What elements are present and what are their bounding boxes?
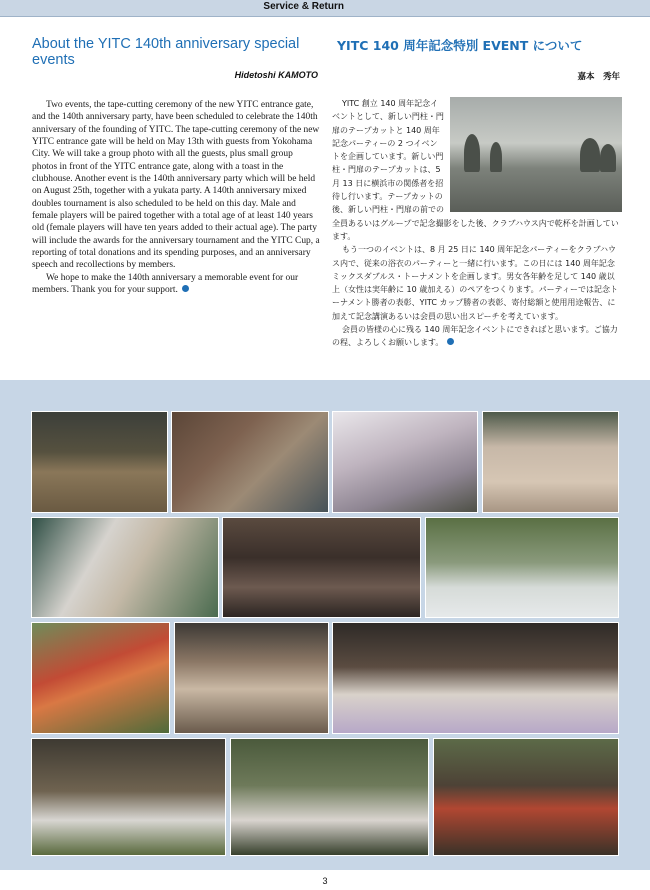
japanese-article-heading: YITC 140 周年記念特別 EVENT について [337, 38, 583, 53]
end-mark-icon [182, 285, 189, 292]
clay-court-play-photo [482, 411, 619, 513]
court-maintenance-photo [31, 411, 168, 513]
english-article-heading: About the YITC 140th anniversary special events [32, 36, 300, 68]
english-author-byline: Hidetoshi KAMOTO [234, 70, 318, 80]
yukata-party-photo [433, 738, 619, 856]
japanese-article-body [332, 97, 622, 350]
japanese-author-byline: 嘉本 秀年 [577, 72, 620, 82]
japanese-paragraph: YITC 創立 140 周年記念イベントとして、新しい門柱・門扉のテープカットと 140 周年記念パーティーの 2 つイベントを企画しています。新しい門柱・門扉のテープカットは、5 月 13 日に横浜市の関係者を招待し行います。テープカットの後、新しい門柱・門扉の前での全員あるいはグループで記念撮影をした後、クラブハウス内で乾杯を計画しています。 [332, 99, 619, 241]
junior-players-photo [31, 738, 226, 856]
end-mark-icon [447, 338, 454, 345]
anniversary-speech-photo [222, 517, 421, 618]
section-title: Service & Return [263, 1, 344, 12]
historic-tennis-court-photo [450, 97, 622, 212]
english-paragraph: Two events, the tape-cutting ceremony of the new YITC entrance gate, and the 140th anniversary party, have been scheduled to celebrate the 140th anniversary of the founding of YITC. The tape-cutting ceremony of the new YITC entrance gate will be held on May 13th with guests from Yokohama City. We will take a group photo with all the guests, plus small group photos in front of the YITC entrance gate, along with a toast in the clubhouse. Another event is the 140th anniversary party which will be held on August 25th, together with a yukata party. A 140th anniversary mixed doubles tournament is also scheduled to be held on this day. Male and female players will be paired together with a total age of at least 140 years old (female players will have ten years added to their actual age). The party will include the awards for the anniversary tournament and the YITC Cup, a reporting of total donations and its spending purposes, and an anniversary speech and recollections by members. [32, 100, 320, 271]
cherry-blossom-photo [332, 411, 478, 513]
snowy-clubhouse-photo [425, 517, 619, 618]
japanese-paragraph: もう一つのイベントは、8 月 25 日に 140 周年記念パーティーをクラブハウス内で、従来の浴衣のパーティーと一緒に行います。この日には 140 周年記念ミックスダブルス・トーナメントを企画します。男女各年齢を足して 140 歳以上（女性は実年齢に 10 歳加える）のペアをつくります。パーティーでは記念トーナメント勝者の表彰、YITC カップ勝者の表彰、寄付総額と使用用途報告、に加えて記念講演あるいは会員の思い出スピーチを考えています。 [332, 245, 618, 321]
outdoor-gathering-photo [230, 738, 429, 856]
photo-gallery [0, 380, 650, 870]
japanese-paragraph-text: 会員の皆様の心に残る 140 周年記念イベントにできればと思います。ご協力の程、よろしくお願いします。 [332, 325, 618, 348]
japanese-paragraph [332, 323, 622, 350]
garden-azalea-photo [31, 622, 170, 734]
section-header-bar [0, 0, 650, 17]
members-group-photo [332, 622, 619, 734]
page-number: 3 [322, 876, 328, 886]
english-article-body [32, 99, 320, 297]
flower-bouquet-photo [31, 517, 219, 618]
antique-rackets-photo [174, 622, 329, 734]
english-paragraph-text: We hope to make the 140th anniversary a memorable event for our members. Thank you for your support. [32, 272, 299, 296]
english-paragraph [32, 272, 320, 297]
clubhouse-party-photo [171, 411, 329, 513]
